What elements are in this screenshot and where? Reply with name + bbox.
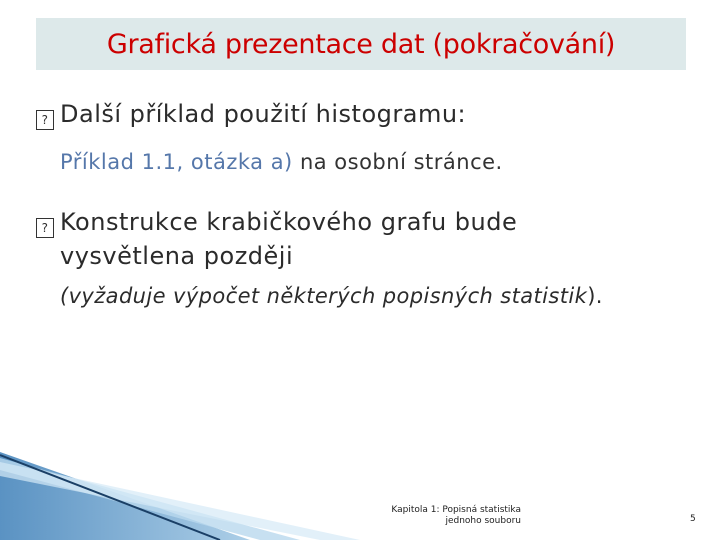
slide-title: Grafická prezentace dat (pokračování) bbox=[106, 28, 616, 60]
bullet-1-sub bbox=[60, 150, 503, 174]
footer-line-2: jednoho souboru bbox=[445, 516, 521, 526]
footer-chapter bbox=[383, 505, 521, 527]
example-link[interactable]: Příklad 1.1, otázka a) bbox=[60, 150, 293, 174]
bullet-2-line2: vysvětlena později bbox=[60, 242, 294, 270]
bullet-2-note-italic: (vyžaduje výpočet některých popisných statistik bbox=[60, 284, 588, 308]
footer-line-1: Kapitola 1: Popisná statistika bbox=[391, 505, 521, 515]
bullet-marker-icon: ? bbox=[36, 110, 54, 130]
bullet-1-text: Další příklad použití histogramu: bbox=[60, 100, 467, 128]
example-link-suffix: na osobní stránce. bbox=[292, 150, 503, 174]
bullet-2-note-tail: ). bbox=[587, 284, 603, 308]
bullet-2 bbox=[36, 208, 517, 238]
bullet-marker-icon: ? bbox=[36, 218, 54, 238]
page-number: 5 bbox=[690, 514, 696, 524]
bullet-2-note bbox=[60, 284, 603, 308]
title-banner bbox=[36, 18, 686, 70]
bullet-1 bbox=[36, 100, 466, 130]
bullet-2-line1: Konstrukce krabičkového grafu bude bbox=[60, 208, 518, 236]
bullet-2-continuation bbox=[60, 242, 293, 270]
